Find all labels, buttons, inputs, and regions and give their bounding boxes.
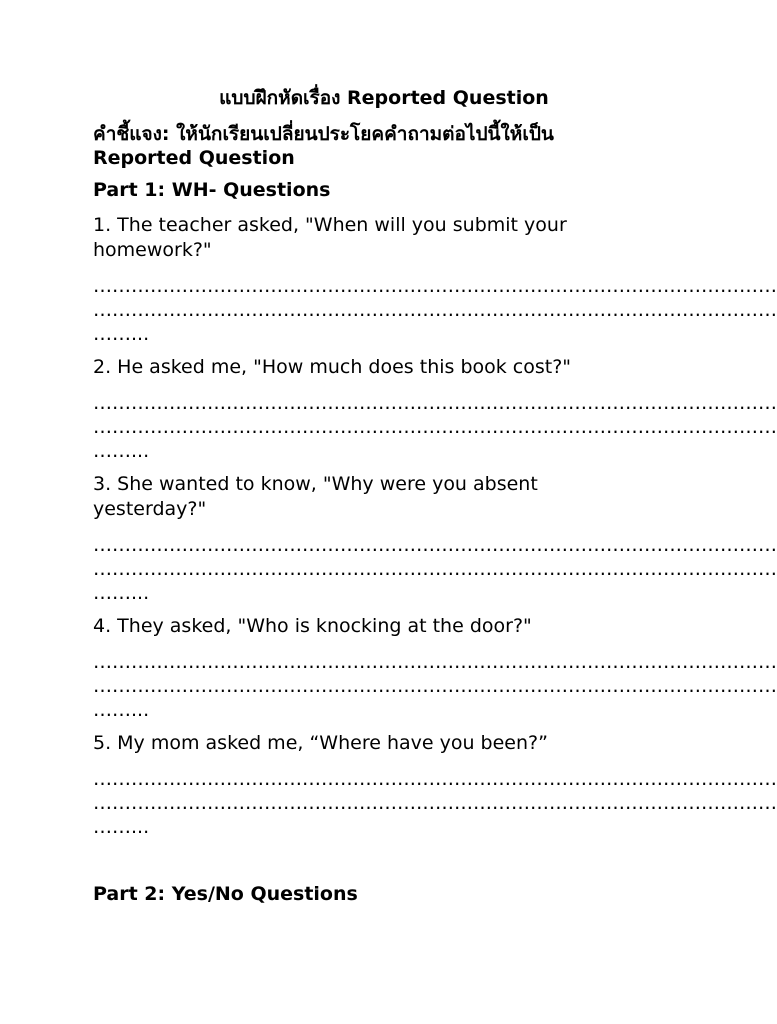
answer-dots: ……………………………………………………………………………………………… xyxy=(93,416,777,438)
instructions xyxy=(93,122,693,170)
answer-dots: ……………………………………………………………………………………………… xyxy=(93,651,777,673)
answer-dots: ……... xyxy=(93,816,150,838)
answer-dots: ……………………………………………………………………………………………… xyxy=(93,675,777,697)
answer-dots: ……………………………………………………………………………………………… xyxy=(93,275,777,297)
answer-dots: ……... xyxy=(93,699,150,721)
instruction-line-1: คำชี้แจง: ให้นักเรียนเปลี่ยนประโยคคำถามต่อไปนี้ให้เป็น xyxy=(93,123,554,145)
question-2: 2. He asked me, "How much does this book cost?" xyxy=(93,356,572,378)
part1-heading: Part 1: WH- Questions xyxy=(93,179,331,201)
answer-dots: ……... xyxy=(93,323,150,345)
answer-dots: ……………………………………………………………………………………………… xyxy=(93,792,777,814)
question-4: 4. They asked, "Who is knocking at the door?" xyxy=(93,615,532,637)
answer-lines-3 xyxy=(93,533,777,605)
answer-lines-1 xyxy=(93,274,777,346)
answer-dots: ……………………………………………………………………………………………… xyxy=(93,768,777,790)
answer-dots: ……... xyxy=(93,440,150,462)
part2-heading: Part 2: Yes/No Questions xyxy=(93,883,358,905)
answer-lines-5 xyxy=(93,767,777,839)
answer-lines-2 xyxy=(93,391,777,463)
answer-dots: ……………………………………………………………………………………………… xyxy=(93,534,777,556)
question-1: 1. The teacher asked, "When will you submit your homework?" xyxy=(93,214,567,261)
instruction-line-2: Reported Question xyxy=(93,147,295,169)
question-5: 5. My mom asked me, “Where have you been?” xyxy=(93,732,548,754)
answer-dots: ……... xyxy=(93,582,150,604)
worksheet-title: แบบฝึกหัดเรื่อง Reported Question xyxy=(219,87,549,109)
answer-dots: ……………………………………………………………………………………………… xyxy=(93,558,777,580)
answer-dots: ……………………………………………………………………………………………… xyxy=(93,299,777,321)
question-3: 3. She wanted to know, "Why were you absent yesterday?" xyxy=(93,473,538,520)
answer-dots: ……………………………………………………………………………………………… xyxy=(93,392,777,414)
answer-lines-4 xyxy=(93,650,777,722)
